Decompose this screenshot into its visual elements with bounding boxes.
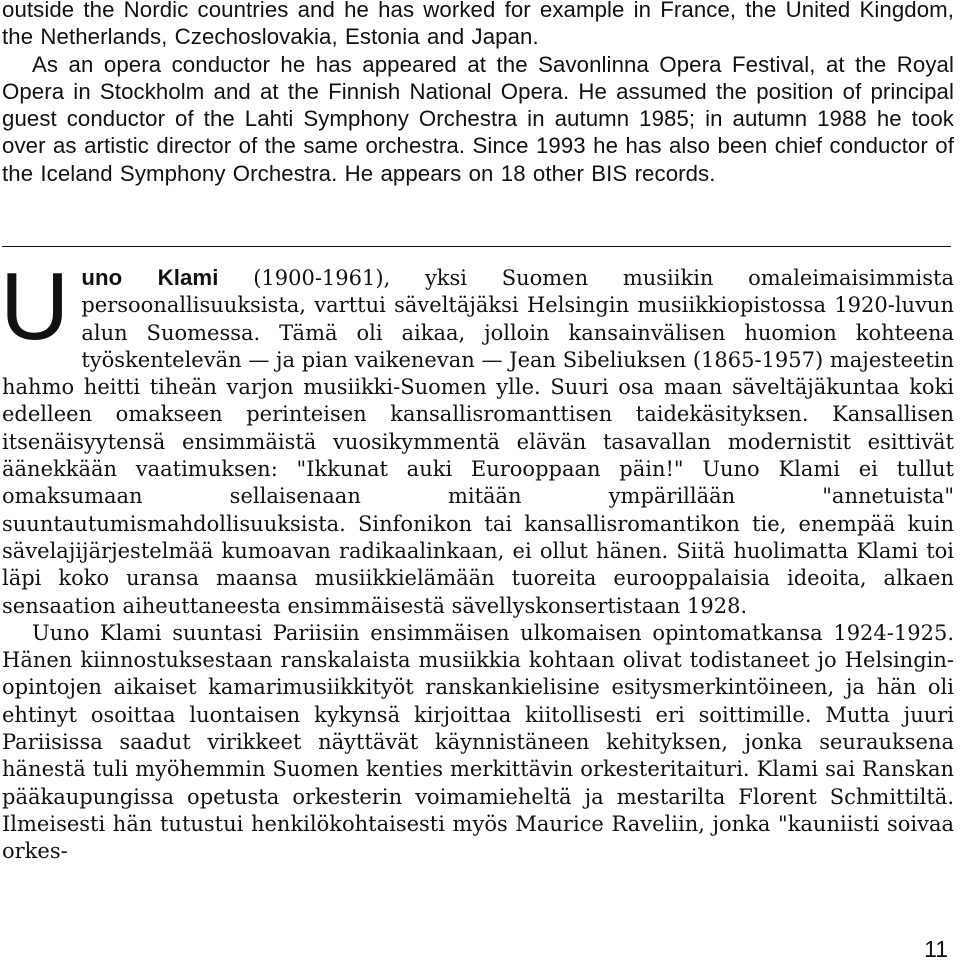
finnish-article [0, 253, 954, 866]
article-paragraph-2: Uuno Klami suuntasi Pariisiin ensimmäisen ulkomaisen opintomatkansa 1924-1925. Hänen kiinnostuksestaan ranskalaista musiikkia kohtaan olivat todistaneet jo Helsingin-opintojen aikaiset kamarimusiikkityöt ranskankielisine esitysmerkintöineen, ja hän oli ehtinyt osoittaa luontaisen kykynsä kirjoittaa kiitollisesti eri soittimille. Mutta juuri Pariisissa saadut virikkeet näyttävät käynnistäneen kehityksen, jonka seurauksena hänestä tuli myöhemmin Suomen kenties merkittävin orkesteritaituri. Klami sai Ranskan pääkaupungissa opetusta orkesterin voimamieheltä ja mestarilta Florent Schmittiltä. Ilmeisesti hän tutustui henkilökohtaisesti myös Maurice Raveliin, jonka "kauniisti soivaa orkes- [2, 620, 954, 864]
page-number: 11 [924, 936, 948, 962]
drop-cap: U [0, 253, 70, 360]
bio-opera-paragraph [2, 51, 954, 187]
bio-opera-sentence: As an opera conductor he has appeared at the Savonlinna Opera Festival, at the Royal Opera in Stockholm and at the Finnish National Opera. [2, 51, 954, 104]
bio-line-abroad: outside the Nordic countries and he has worked for example in France, the United Kingdom, the Netherlands, Czechoslovakia, Estonia and Japan. [2, 0, 954, 50]
paragraph-1-text: (1900-1961), yksi Suomen musiikin omaleimaisimmista persoonallisuuksista, varttui säveltäjäksi Helsingin musiikkiopistossa 1920-luvun alun Suomessa. Tämä oli aikaa, jolloin kansainvälisen huomion kohteena työskentelevän — ja pian vaikenevan — Jean Sibeliuksen (1865-1957) majesteetin hahmo heitti tiheän varjon musiikki-Suomen ylle. Suuri osa maan säveltäjäkuntaa koki edelleen omakseen perinteisen kansallisromanttisen taidekäsityksen. Kansallisen itsenäisyytensä ensimmäistä vuosikymmentä elävän tasavallan modernistit esittivät äänekkään vaatimuksen: "Ikkunat auki Eurooppaan päin!" Uuno Klami ei tullut omaksumaan sellaisenaan mitään ympärillään "annetuista" suuntautumismahdollisuuksista. Sinfonikon tai kansallisromantikon tie, enempää kuin sävelajijärjestelmää kumoavan radikaalinkaan, ei ollut hänen. Siitä huolimatta Klami toi läpi koko uransa maansa musiikkielämään tuoreita eurooppalaisia ideoita, alkaen sensaation aiheuttaneesta ensimmäisestä sävellyskonsertistaan 1928. [2, 266, 954, 618]
article-paragraph-1 [0, 253, 954, 620]
composer-name: uno Klami [81, 265, 219, 290]
english-bio-tail [2, 0, 954, 187]
bio-orchestra-sentences: He assumed the position of principal guest conductor of the Lahti Symphony Orchestra in autumn 1985; in autumn 1988 he took over as artistic director of the same orchestra. Since 1993 he has also been chief conductor of the Iceland Symphony Orchestra. He appears on 18 other BIS records. [2, 78, 954, 186]
section-divider [2, 246, 951, 247]
